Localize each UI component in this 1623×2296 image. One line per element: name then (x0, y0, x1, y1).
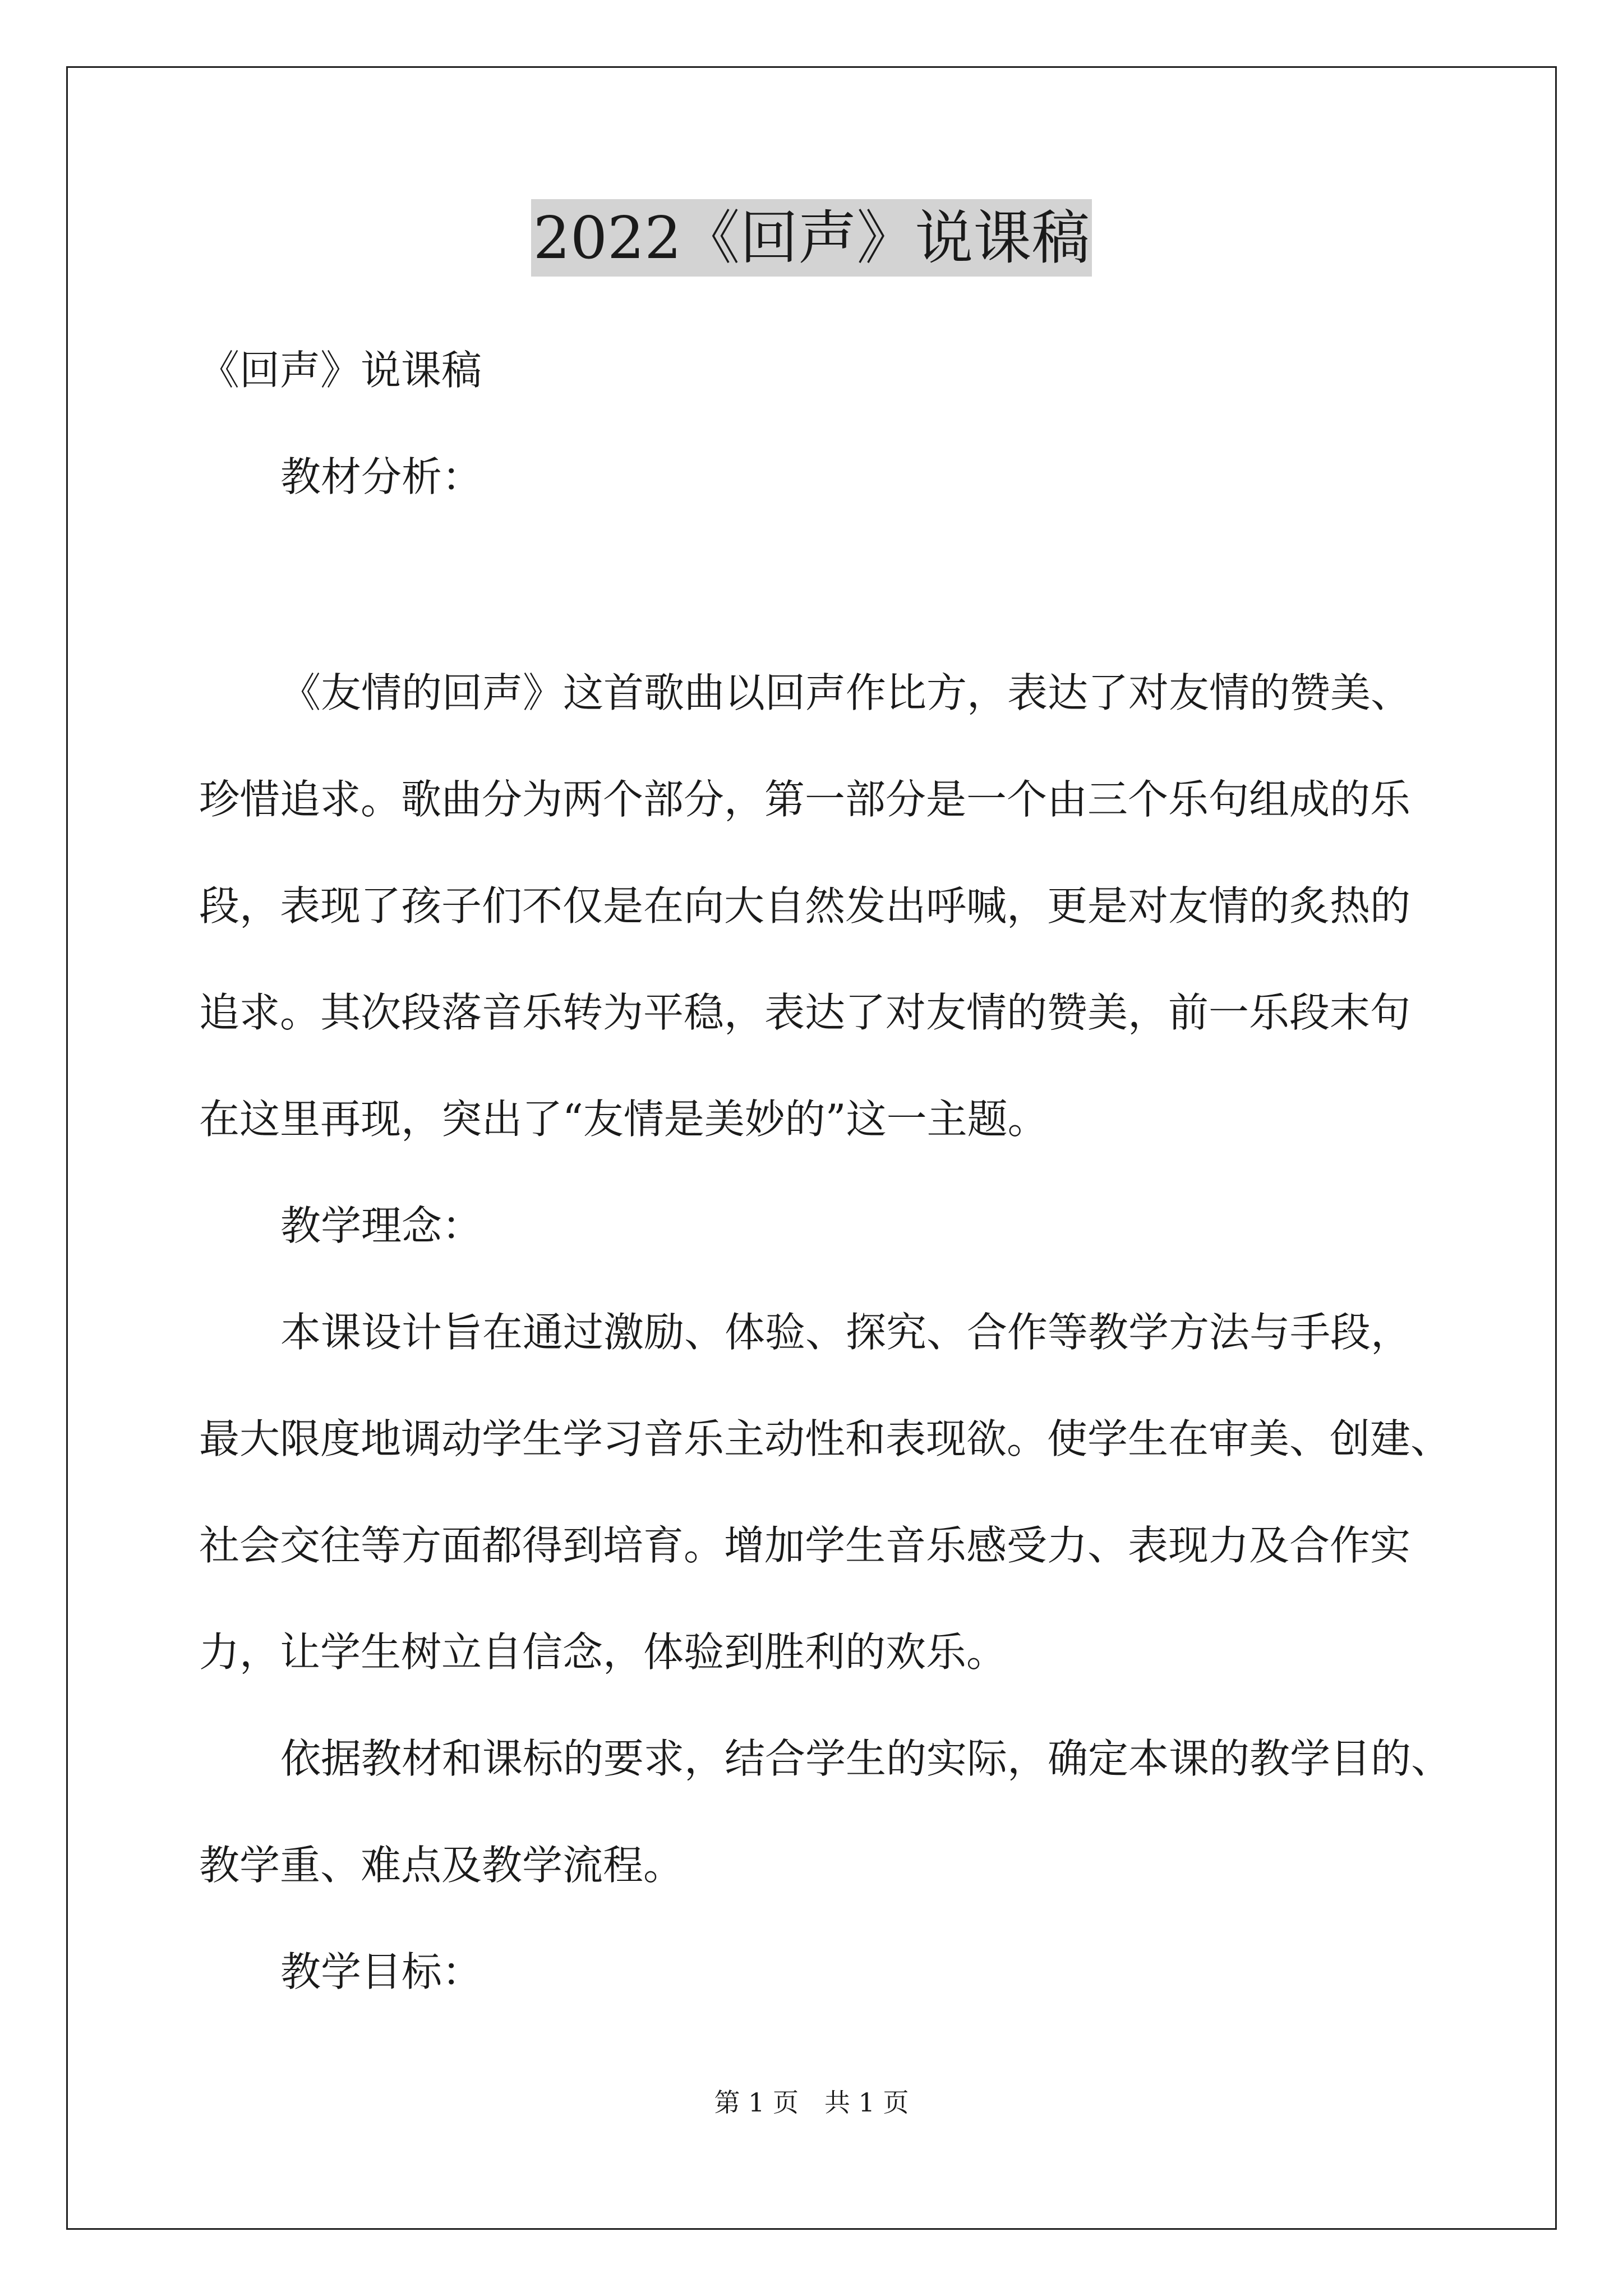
section-heading-textbook-analysis: 教材分析： (280, 453, 483, 500)
paragraph-line: 段，表现了孩子们不仅是在向大自然发出呼喊，更是对友情的炙热的 (199, 882, 1411, 930)
paragraph-line: 在这里再现，突出了“友情是美妙的”这一主题。 (199, 1096, 1048, 1143)
paragraph-line: 珍惜追求。歌曲分为两个部分，第一部分是一个由三个乐句组成的乐 (199, 776, 1411, 823)
section-heading-teaching-objectives: 教学目标： (280, 1948, 483, 1995)
page-total: 共 1 页 (824, 2087, 909, 2118)
document-title-text: 2022《回声》说课稿 (531, 199, 1092, 277)
section-heading-teaching-philosophy: 教学理念： (280, 1202, 483, 1249)
paragraph-line: 依据教材和课标的要求，结合学生的实际，确定本课的教学目的、 (280, 1735, 1452, 1782)
document-title (0, 199, 1623, 277)
paragraph-line: 本课设计旨在通过激励、体验、探究、合作等教学方法与手段， (280, 1309, 1412, 1356)
paragraph-line: 力，让学生树立自信念，体验到胜利的欢乐。 (199, 1628, 1007, 1676)
paragraph-line: 《友情的回声》这首歌曲以回声作比方，表达了对友情的赞美、 (280, 669, 1412, 716)
paragraph-line: 社会交往等方面都得到培育。增加学生音乐感受力、表现力及合作实 (199, 1522, 1411, 1569)
paragraph-line: 教学重、难点及教学流程。 (199, 1842, 684, 1889)
paragraph-line: 追求。其次段落音乐转为平稳，表达了对友情的赞美，前一乐段末句 (199, 989, 1411, 1036)
page-footer (0, 2086, 1623, 2119)
page-number: 第 1 页 (714, 2087, 799, 2118)
document-subtitle: 《回声》说课稿 (199, 347, 482, 394)
paragraph-line: 最大限度地调动学生学习音乐主动性和表现欲。使学生在审美、创建、 (199, 1415, 1451, 1462)
